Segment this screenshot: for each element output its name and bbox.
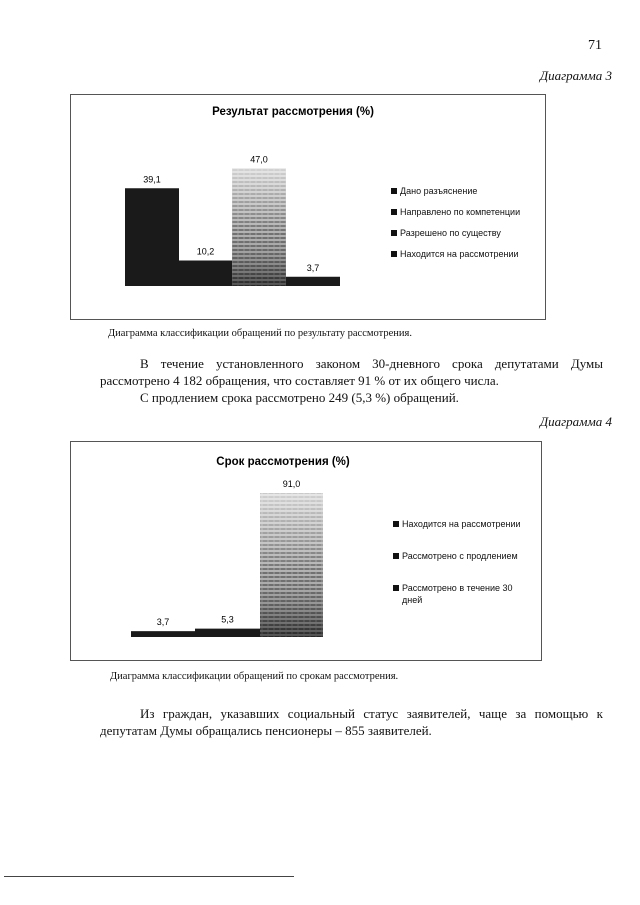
paragraph-line: В течение установленного законом 30-дневного срока депутатами Думы рассмотрено 4 182 обращения, что составляет 91 % от их общего числа. xyxy=(100,356,603,388)
legend-swatch xyxy=(393,585,399,591)
bar-value-label: 5,3 xyxy=(221,614,234,625)
legend-label: Находится на рассмотрении xyxy=(400,249,519,259)
legend-label: Рассмотрено в течение 30 дней xyxy=(402,583,513,605)
bar xyxy=(286,277,340,286)
bar-value-label: 10,2 xyxy=(196,246,215,257)
chart-term xyxy=(70,441,542,661)
bar-value-label: 47,0 xyxy=(250,154,268,165)
chart-result xyxy=(70,94,546,320)
bar xyxy=(131,631,195,637)
legend-item xyxy=(391,248,541,260)
legend-label: Рассмотрено с продлением xyxy=(402,551,518,561)
chart-term-caption: Диаграмма классификации обращений по срокам рассмотрения. xyxy=(110,671,399,682)
legend-swatch xyxy=(391,209,397,215)
bar-value-label: 39,1 xyxy=(143,174,161,185)
bar-value-label: 3,7 xyxy=(156,617,170,628)
legend-swatch xyxy=(391,188,397,194)
bar-shading xyxy=(232,169,286,287)
bar-value-label: 91,0 xyxy=(282,479,301,490)
legend-swatch xyxy=(393,553,399,559)
legend-item xyxy=(391,206,541,218)
bar xyxy=(195,629,260,637)
legend-item xyxy=(391,185,541,197)
legend-label: Разрешено по существу xyxy=(400,228,501,238)
legend-swatch xyxy=(391,251,397,257)
chart-result-legend xyxy=(391,185,541,269)
footnote-rule xyxy=(4,876,294,877)
paragraph-line: С продлением срока рассмотрено 249 (5,3 %) обращений. xyxy=(140,390,459,405)
legend-item xyxy=(391,227,541,239)
legend-item xyxy=(393,550,533,562)
page-number: 71 xyxy=(588,38,602,53)
legend-label: Дано разъяснение xyxy=(400,186,478,196)
legend-swatch xyxy=(393,521,399,527)
legend-swatch xyxy=(391,230,397,236)
chart-title: Срок рассмотрения (%) xyxy=(216,456,350,468)
legend-label: Направлено по компетенции xyxy=(400,207,521,217)
paragraph-review-terms xyxy=(100,355,603,406)
diagram-4-label: Диаграмма 4 xyxy=(539,414,612,429)
bar-value-label: 3,7 xyxy=(306,262,320,273)
diagram-3-label: Диаграмма 3 xyxy=(539,68,612,83)
bar-shading xyxy=(260,493,323,637)
legend-label: Находится на рассмотрении xyxy=(402,519,521,529)
bar xyxy=(125,188,179,286)
legend-item xyxy=(393,518,533,530)
paragraph-pensioners: Из граждан, указавших социальный статус заявителей, чаще за помощью к депутатам Думы обращались пенсионеры – 855 заявителей. xyxy=(100,706,603,738)
legend-item xyxy=(393,582,533,606)
chart-result-caption: Диаграмма классификации обращений по результату рассмотрения. xyxy=(108,328,412,339)
bar xyxy=(179,261,232,287)
chart-term-legend xyxy=(393,518,533,626)
chart-title: Результат рассмотрения (%) xyxy=(212,106,374,118)
